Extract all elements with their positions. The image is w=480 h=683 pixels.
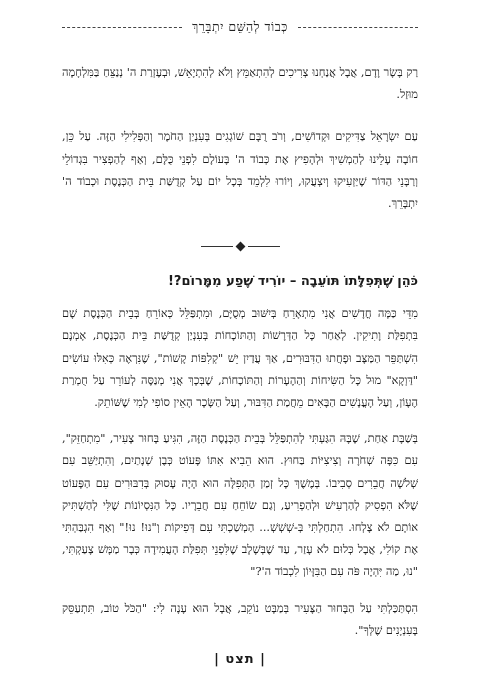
divider-line-right <box>248 246 280 247</box>
running-header <box>62 18 418 36</box>
divider-line-left <box>201 246 233 247</box>
running-header-title: כְּבוֹד לְהַשֵּׁם יִתְבָּרֵךְ <box>192 19 288 34</box>
page-number: | תצט | <box>214 652 266 667</box>
diamond-ornament-icon <box>235 241 245 251</box>
header-rule-left <box>62 27 182 28</box>
page-body <box>62 62 418 642</box>
header-rule-right <box>298 27 418 28</box>
paragraph-guest-synagogue: מִדֵּי כַּמָּה חֳדָשִׁים אֲנִי מִתְאָרֵחַ בְּיִשּׁוּב מְסֻיָּם, וּמִתְפַּלֵּל כְּאוֹרֵחַ בְּבֵית הַכְּנֶסֶת שָׁם בִּתְפִלַּת וָתִיקִין. לְאַחַר כָּל הַדְּרָשׁוֹת וְהַתּוֹכָחוֹת בְּעִנְיַן קְדֻשַּׁת בֵּית הַכְּנֶסֶת, אָמְנָם הִשְׁתַּפֵּר הַמַּצָּב וּפָחֲתוּ הַדִּבּוּרִים, אַךְ עֲדַיִן יֵשׁ "קְלִפּוֹת קָשׁוֹת", שֶׁנִּרְאֶה כְּאִלּוּ עוֹשִׂים "דַּוְקָא" מוּל כָּל הַשִּׂיחוֹת וְהַהֶעָרוֹת וְהַתּוֹכָחוֹת, שֶׁבְּכָךְ אֲנִי מְנַסֶּה לְעוֹרֵר עַל חֻמְרַת הֶעָוֹן, וְעַל הָעֳנָשִׁים הַבָּאִים מֵחֲמַת הַדִּבּוּר, וְעַל הַשָּׂכָר הָאֵין סוֹפִי לְמִי שֶׁשּׁוֹתֵק. <box>62 307 418 410</box>
paragraph-am-israel: עַם יִשְׂרָאֵל צַדִּיקִים וּקְדוֹשִׁים, וְרֹב רֻבָּם שׁוֹגְגִים בְּעִנְיַן הַחֹמֶר וְהַפְּלִילִי הַזֶּה. עַל כֵּן, חוֹבָה עָלֵינוּ לְהַמְשִׁיךְ וּלְהָפִיץ אֶת כְּבוֹד ה' בָּעוֹלָם לִפְנֵי כֻּלָּם, וְאַף לְהַפְצִיר בִּגְדוֹלֵי וְרַבָּנֵי הַדּוֹר שֶׁיַּזְעִיקוּ וְיִצְעֲקוּ, וְיוֹרוּ לִלְמֵד בְּכָל יוֹם עַל קְדֻשַּׁת בֵּית הַכְּנֶסֶת וּכְבוֹד ה' יִתְבָּרֵךְ. <box>62 130 418 211</box>
section-divider <box>62 241 418 251</box>
paragraph-continuation: רַק בָּשָׂר וָדָם, אֲבָל אֲנַחְנוּ צְרִיכִים לְהִתְאַמֵּץ וְלֹא לְהִתְיָאֵשׁ, וּבְעֶזְרַת ה' נְנַצֵּחַ בַּמִּלְחָמָה מוּזַל. <box>62 66 418 102</box>
paragraph-shabbat-story: בְּשַׁבָּת אַחַת, שֶׁבָּהּ הִגַּעְתִּי לְהִתְפַּלֵּל בְּבֵית הַכְּנֶסֶת הַזֶּה, הִגִּיעַ בָּחוּר צָעִיר, "מִתְחַזֵּק", עִם כִּפָּה שְׁחֹרָה וְצִיצִיּוֹת בַּחוּץ. הוּא הֵבִיא אִתּוֹ פָּעוֹט כְּבֶן שְׁנָתַיִם, וְהִתְיַשֵּׁב עִם שְׁלֹשָׁה חֲבֵרִים סְבִיבוֹ. בְּמֶשֶׁךְ כָּל זְמַן הַתְּפִלָּה הוּא הָיָה עָסוּק בְּדִבּוּרִים עִם הַפָּעוֹט שֶׁלֹּא הִפְסִיק לְהַרְעִישׁ וּלְהַפְרִיעַ, וְגַם שׂוֹחֵחַ עִם חֲבֵרָיו. כָּל הַנִּסְיוֹנוֹת שֶׁלִּי לְהַשְׁתִּיק אוֹתָם לֹא צָלְחוּ. הִתְחַלְתִּי בְּ-שְׁשְׁשְׁ... הַמְשַׁכְתִּי עִם דְּפִיקוֹת וְ"נוּ! נוּ!" וְאַף הִגְבַּהְתִּי אֶת קוֹלִי, אֲבָל כְּלוּם לֹא עָזַר, עַד שֶׁבְּשָׁלָב שֶׁלִּפְנֵי תְּפִלַּת הָעֲמִידָה כְּבָר מַמָּשׁ צָעַקְתִּי, "נוּ, מַה יִּהְיֶה פֹּה עִם הַבִּזָּיוֹן לִכְבוֹד ה'?" <box>62 432 418 579</box>
paragraph-response: הִסְתַּכַּלְתִּי עַל הַבָּחוּר הַצָּעִיר בְּמַבָּט נוֹקֵב, אֲבָל הוּא עָנָה לִי: "הַכֹּל טוֹב, תִּתְעַסֵּק בָּעִנְיָנִים שֶׁלְּךָ". <box>62 601 418 637</box>
section-heading: כֹּהֵן שֶׁתְּפִלָּתוֹ תּוֹעֵבָה – יוֹרִיד שֶׁפַע מִמָּרוֹם?! <box>167 274 418 290</box>
